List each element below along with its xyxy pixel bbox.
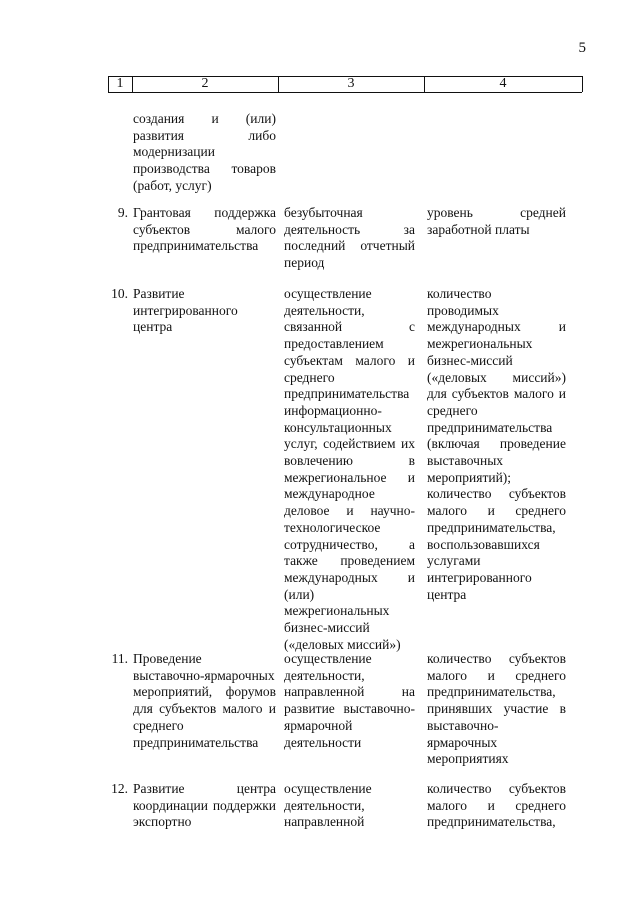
header-divider xyxy=(582,76,583,92)
row-col3: безубыточная деятельность за последний отчетный период xyxy=(284,205,415,271)
row-number: 10. xyxy=(111,286,128,301)
row-col3: осуществление деятельности, связанной с предоставлением субъектам малого и среднего предпринимательства информационно-консультационных услуг, содействием их вовлечению в межрегиональное и международное деловое и научно-технологическое сотрудничество, а также проведением международных и (или) межрегиональных бизнес-миссий («деловых миссий») xyxy=(284,286,415,652)
row-col3: осуществление деятельности, направленной xyxy=(284,781,372,830)
row-col2: Проведение выставочно-ярмарочных мероприятий, форумов для субъектов малого и среднего предпринимательства xyxy=(133,651,276,750)
row-col2: создания и (или) развития либо модернизации производства товаров (работ, услуг) xyxy=(133,111,276,193)
header-col-3: 3 xyxy=(347,76,355,91)
header-bottom-rule xyxy=(108,92,582,93)
row-number: 9. xyxy=(117,205,128,220)
row-col3: осуществление деятельности, направленной на развитие выставочно-ярмарочной деятельности xyxy=(284,651,415,750)
row-col4: уровень средней заработной платы xyxy=(427,205,566,237)
header-col-2: 2 xyxy=(201,76,209,91)
row-col2: Грантовая поддержка субъектов малого предпринимательства xyxy=(133,205,276,254)
page-number: 5 xyxy=(578,40,586,56)
header-col-1: 1 xyxy=(116,76,124,91)
row-col4: количество субъектов малого и среднего предпринимательства, xyxy=(427,781,566,830)
row-col2: Развитие интегрированного центра xyxy=(133,286,238,335)
row-number: 12. xyxy=(111,781,128,796)
header-col-4: 4 xyxy=(499,76,507,91)
row-col4: количество проводимых международных и межрегиональных бизнес-миссий («деловых миссий») для субъектов малого и среднего предпринимательства (включая проведение выставочных мероприятий); количество субъектов малого и среднего предпринимательства, воспользовавшихся услугами интегрированного центра xyxy=(427,286,566,602)
table-header-row xyxy=(108,76,582,92)
row-number: 11. xyxy=(111,651,128,666)
row-col4: количество субъектов малого и среднего предпринимательства, принявших участие в выставочно-ярмарочных мероприятиях xyxy=(427,651,566,767)
row-col2: Развитие центра координации поддержки экспортно xyxy=(133,781,276,830)
